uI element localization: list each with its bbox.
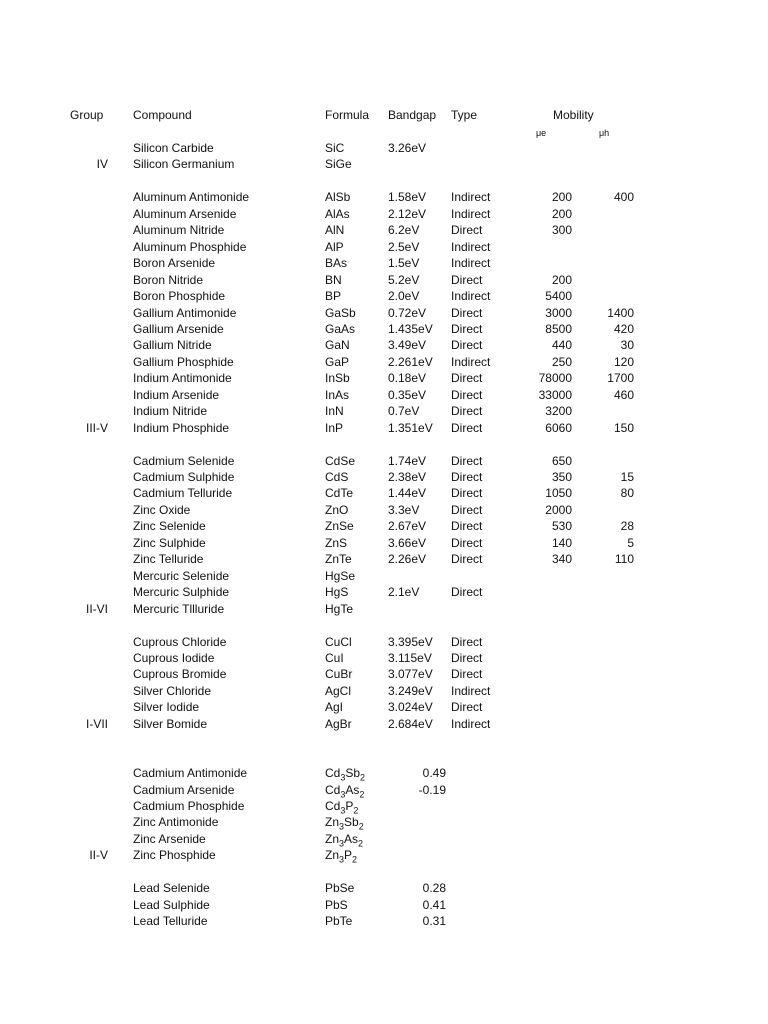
bandgap-value: -0.19 [418,783,446,797]
compound-name: Gallium Nitride [133,338,212,352]
bandgap-value: 3.024eV [388,700,433,714]
group-label: III-V [85,421,108,435]
formula: HgS [325,585,349,599]
formula-part: P [345,799,354,813]
gap-type: Direct [451,454,483,468]
formula-part: P [344,848,353,862]
gap-type: Direct [451,223,483,237]
gap-type: Direct [451,503,483,517]
formula: CuBr [325,667,353,681]
bandgap-value: 0.41 [422,898,446,912]
mobility-electron: 1050 [545,486,572,500]
mobility-hole: 1400 [607,306,634,320]
mobility-hole: 28 [620,519,634,533]
compound-name: Aluminum Phosphide [133,240,247,254]
compound-name: Zinc Antimonide [133,815,219,829]
gap-type: Indirect [451,207,491,221]
formula: ZnO [325,503,349,517]
mobility-electron: 5400 [545,289,572,303]
gap-type: Direct [451,552,483,566]
mobility-electron: 250 [551,355,572,369]
bandgap-value: 2.684eV [388,717,433,731]
mobility-hole: 150 [613,421,634,435]
bandgap-value: 2.12eV [388,207,427,221]
compound-name: Gallium Antimonide [133,306,237,320]
formula-part: Zn [325,815,340,829]
formula: CuI [325,651,344,665]
gap-type: Direct [451,519,483,533]
bandgap-value: 1.74eV [388,454,427,468]
formula-subscript: 3 [339,838,345,849]
formula: GaAs [325,322,356,336]
formula: InP [325,421,344,435]
mobility-hole: 15 [620,470,634,484]
mobility-hole: 30 [620,338,634,352]
mobility-hole: 460 [613,388,634,402]
header-mobility: Mobility [553,108,594,122]
formula-part: As [344,832,359,846]
compound-name: Zinc Phosphide [133,848,216,862]
compound-name: Cadmium Sulphide [133,470,235,484]
compound-name: Boron Nitride [133,273,204,287]
formula: HgSe [325,569,356,583]
gap-type: Direct [451,273,483,287]
compound-name: Silver Chloride [133,684,212,698]
mobility-electron: 200 [551,273,572,287]
compound-name: Zinc Arsenide [133,832,206,846]
formula-subscript: 3 [340,772,346,783]
formula [325,766,365,784]
group-label: IV [96,157,108,171]
mobility-hole: 80 [620,486,634,500]
bandgap-value: 3.115eV [388,651,432,665]
mobility-electron: 530 [551,519,572,533]
compound-name: Silver Bomide [133,717,208,731]
gap-type: Indirect [451,717,491,731]
compound-name: Aluminum Antimonide [133,190,250,204]
mobility-electron: 350 [551,470,572,484]
compound-name: Mercuric Tllluride [133,602,225,616]
formula: ZnS [325,536,348,550]
bandgap-value: 0.72eV [388,306,427,320]
bandgap-value: 1.58eV [388,190,427,204]
compound-name: Gallium Phosphide [133,355,234,369]
formula: PbTe [325,914,353,928]
header-mu-e: μe [536,128,547,138]
mobility-electron: 78000 [538,371,572,385]
formula: CdSe [325,454,356,468]
bandgap-value: 0.49 [422,766,446,780]
bandgap-value: 6.2eV [388,223,420,237]
formula-part: Cd [325,783,341,797]
formula-subscript: 2 [359,789,365,800]
gap-type: Direct [451,322,483,336]
compound-name: Mercuric Sulphide [133,585,230,599]
bandgap-value: 2.5eV [388,240,420,254]
mobility-hole: 5 [627,536,634,550]
formula: AgBr [325,717,352,731]
gap-type: Direct [451,371,483,385]
mobility-hole: 420 [613,322,634,336]
compound-name: Indium Arsenide [133,388,220,402]
formula-part: Cd [325,799,341,813]
mobility-electron: 8500 [545,322,572,336]
header-compound: Compound [133,108,192,122]
formula-part: Zn [325,848,340,862]
compound-name: Silver Iodide [133,700,200,714]
formula-subscript: 3 [339,821,345,832]
gap-type: Direct [451,338,483,352]
formula-subscript: 3 [339,854,345,865]
formula: CuCl [325,635,352,649]
compound-name: Cuprous Iodide [133,651,215,665]
compound-name: Lead Telluride [133,914,208,928]
bandgap-value: 2.0eV [388,289,420,303]
compound-name: Cadmium Antimonide [133,766,248,780]
compound-name: Silicon Carbide [133,141,214,155]
formula: ZnTe [325,552,352,566]
formula [325,815,364,833]
mobility-hole: 110 [614,552,634,566]
gap-type: Direct [451,486,483,500]
bandgap-value: 5.2eV [388,273,420,287]
gap-type: Direct [451,651,483,665]
formula-part: Sb [344,815,359,829]
gap-type: Direct [451,585,483,599]
formula-subscript: 2 [353,805,359,816]
formula-part: Sb [345,766,361,780]
formula: HgTe [325,602,354,616]
mobility-electron: 2000 [545,503,572,517]
formula: AgCl [325,684,352,698]
header-bandgap: Bandgap [388,108,437,122]
compound-name: Cadmium Arsenide [133,783,235,797]
formula-part: Zn [325,832,340,846]
mobility-electron: 340 [551,552,572,566]
bandgap-value: 3.49eV [388,338,427,352]
compound-name: Boron Arsenide [133,256,216,270]
formula: PbS [325,898,348,912]
bandgap-value: 3.249eV [388,684,433,698]
compound-name: Boron Phosphide [133,289,226,303]
bandgap-value: 0.28 [422,881,446,895]
group-label: II-VI [85,602,108,616]
formula-subscript: 3 [340,805,346,816]
formula: BP [325,289,342,303]
bandgap-value: 1.435eV [388,322,433,336]
compound-name: Aluminum Nitride [133,223,225,237]
mobility-electron: 33000 [538,388,572,402]
compound-name: Lead Selenide [133,881,210,895]
bandgap-value: 3.66eV [388,536,427,550]
bandgap-value: 0.18eV [388,371,427,385]
formula: GaP [325,355,350,369]
compound-name: Zinc Selenide [133,519,206,533]
formula: GaSb [325,306,356,320]
formula-subscript: 3 [340,789,346,800]
bandgap-value: 1.351eV [388,421,433,435]
formula: GaN [325,338,350,352]
header-type: Type [451,108,478,122]
header-mu-h: μh [599,128,610,138]
formula: AlN [325,223,345,237]
formula-subscript: 2 [352,854,358,865]
mobility-hole: 120 [613,355,634,369]
formula: InAs [325,388,350,402]
formula: SiC [325,141,345,155]
compound-name: Gallium Arsenide [133,322,224,336]
bandgap-value: 0.7eV [388,404,420,418]
formula: AlP [325,240,344,254]
compound-name: Cadmium Phosphide [133,799,245,813]
mobility-electron: 650 [551,454,572,468]
formula-subscript: 2 [358,821,364,832]
compound-name: Cadmium Telluride [133,486,233,500]
bandgap-value: 2.67eV [388,519,427,533]
gap-type: Indirect [451,355,491,369]
mobility-electron: 200 [551,207,572,221]
bandgap-value: 1.44eV [388,486,427,500]
mobility-electron: 6060 [545,421,572,435]
gap-type: Direct [451,700,483,714]
bandgap-value: 2.38eV [388,470,427,484]
formula: AgI [325,700,344,714]
gap-type: Indirect [451,240,491,254]
formula [325,848,357,866]
gap-type: Indirect [451,684,491,698]
header-group: Group [70,108,104,122]
mobility-electron: 300 [551,223,572,237]
gap-type: Direct [451,536,483,550]
mobility-electron: 440 [551,338,572,352]
group-label: I-VII [85,717,108,731]
compound-name: Mercuric Selenide [133,569,230,583]
compound-name: Silicon Germanium [133,157,235,171]
gap-type: Direct [451,667,483,681]
bandgap-value: 0.31 [422,914,446,928]
bandgap-value: 3.26eV [388,141,427,155]
bandgap-value: 0.35eV [388,388,427,402]
formula: CdTe [325,486,354,500]
gap-type: Direct [451,421,483,435]
header-formula: Formula [325,108,370,122]
compound-name: Zinc Sulphide [133,536,206,550]
formula: AlAs [325,207,350,221]
gap-type: Indirect [451,190,491,204]
formula: CdS [325,470,349,484]
compound-name: Indium Nitride [133,404,208,418]
formula: InN [325,404,344,418]
compound-name: Cuprous Bromide [133,667,227,681]
compound-name: Indium Antimonide [133,371,232,385]
formula: ZnSe [325,519,354,533]
bandgap-value: 3.395eV [388,635,433,649]
mobility-electron: 3200 [545,404,572,418]
mobility-electron: 200 [551,190,572,204]
compound-name: Lead Sulphide [133,898,210,912]
gap-type: Direct [451,388,483,402]
formula: SiGe [325,157,352,171]
bandgap-value: 2.261eV [388,355,433,369]
gap-type: Direct [451,635,483,649]
gap-type: Direct [451,470,483,484]
bandgap-value: 3.077eV [388,667,433,681]
compound-name: Zinc Oxide [133,503,191,517]
formula-part: As [345,783,360,797]
compound-name: Cuprous Chloride [133,635,227,649]
gap-type: Direct [451,306,483,320]
bandgap-value: 2.26eV [388,552,427,566]
gap-type: Indirect [451,256,491,270]
gap-type: Indirect [451,289,491,303]
gap-type: Direct [451,404,483,418]
formula: InSb [325,371,350,385]
formula-part: Cd [325,766,341,780]
compound-name: Cadmium Selenide [133,454,235,468]
compound-name: Indium Phosphide [133,421,230,435]
bandgap-value: 1.5eV [388,256,420,270]
formula: BAs [325,256,348,270]
formula-subscript: 2 [360,772,366,783]
mobility-hole: 1700 [607,371,634,385]
formula: BN [325,273,342,287]
group-label: II-V [89,848,108,862]
compound-name: Aluminum Arsenide [133,207,237,221]
mobility-electron: 3000 [545,306,572,320]
formula: PbSe [325,881,355,895]
bandgap-value: 3.3eV [388,503,420,517]
formula: AlSb [325,190,351,204]
compound-name: Zinc Telluride [133,552,204,566]
mobility-electron: 140 [551,536,572,550]
mobility-hole: 400 [613,190,634,204]
formula-subscript: 2 [358,838,364,849]
bandgap-value: 2.1eV [388,585,420,599]
